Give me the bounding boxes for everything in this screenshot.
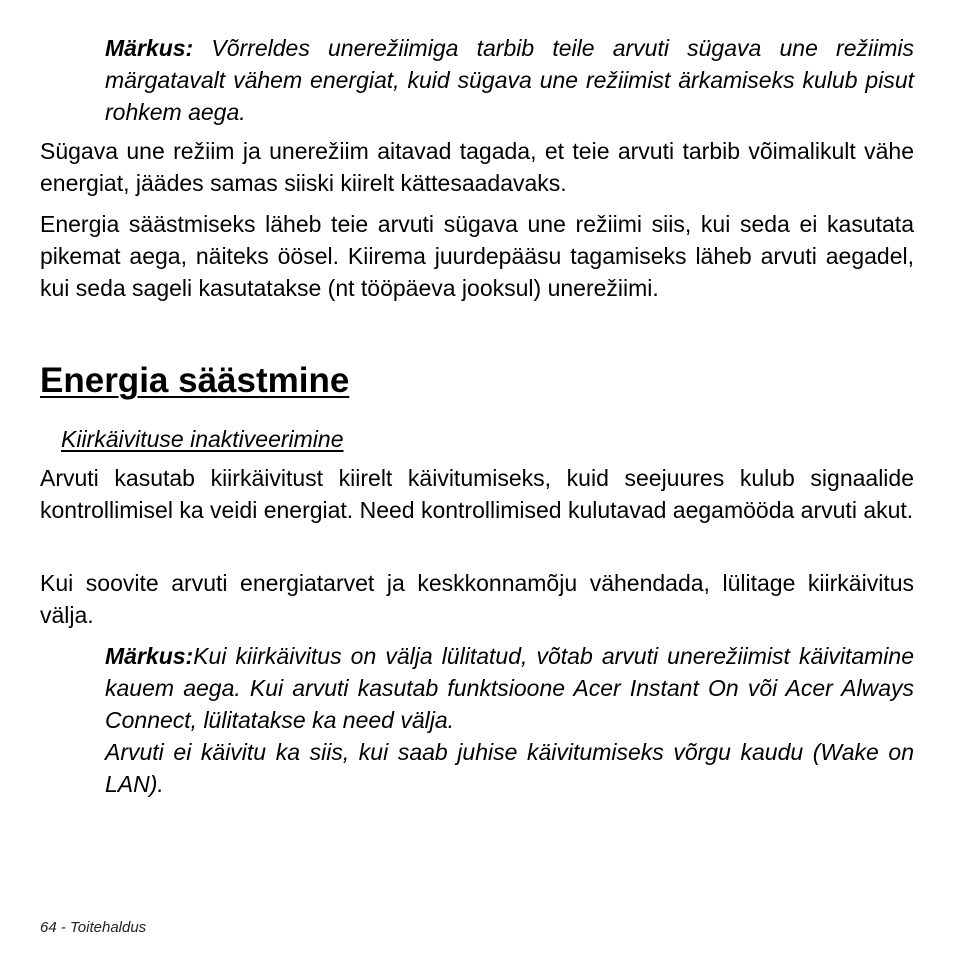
note-label: Märkus: <box>105 35 194 61</box>
note-first-line <box>105 640 914 736</box>
paragraph-energy-saving: Energia säästmiseks läheb teie arvuti sügava une režiimi siis, kui seda ei kasutata pikemat aega, näiteks öösel. Kiirema juurdepääsu tagamiseks läheb arvuti aegadel, kui seda sageli kasutatakse (nt tööpäeva jooksul) unerežiimi. <box>40 211 914 301</box>
paragraph-sleep-modes: Sügava une režiim ja unerežiim aitavad tagada, et teie arvuti tarbib võimalikult vähe energiat, jäädes samas siiski kiirelt kättesaadavaks. <box>40 138 914 196</box>
note-fast-startup <box>105 640 914 800</box>
subsection-heading: Kiirkäivituse inaktiveerimine <box>61 426 344 452</box>
paragraph-disable-fast-startup: Kui soovite arvuti energiatarvet ja keskkonnamõju vähendada, lülitage kiirkäivitus välja. <box>40 570 914 628</box>
note-label: Märkus: <box>105 643 194 669</box>
note-sleep-comparison <box>105 32 914 128</box>
note-wake-on-lan: Arvuti ei käivitu ka siis, kui saab juhise käivitumiseks võrgu kaudu (Wake on LAN). <box>105 739 914 797</box>
paragraph-fast-startup: Arvuti kasutab kiirkäivitust kiirelt käivitumiseks, kuid seejuures kulub signaalide kontrollimisel ka veidi energiat. Need kontrollimised kulutavad aegamööda arvuti akut. <box>40 465 914 523</box>
note-text: Kui kiirkäivitus on välja lülitatud, võtab arvuti unerežiimist käivitamine kauem aega. Kui arvuti kasutab funktsioone Acer Instant On või Acer Always Connect, lülitatakse ka need välja. <box>105 643 914 733</box>
note-text: Võrreldes unerežiimiga tarbib teile arvuti sügava une režiimis märgatavalt vähem energiat, kuid sügava une režiimist ärkamiseks kulub pisut rohkem aega. <box>105 35 914 125</box>
section-heading: Energia säästmine <box>40 361 350 400</box>
page-footer: 64 - Toitehaldus <box>40 919 147 936</box>
